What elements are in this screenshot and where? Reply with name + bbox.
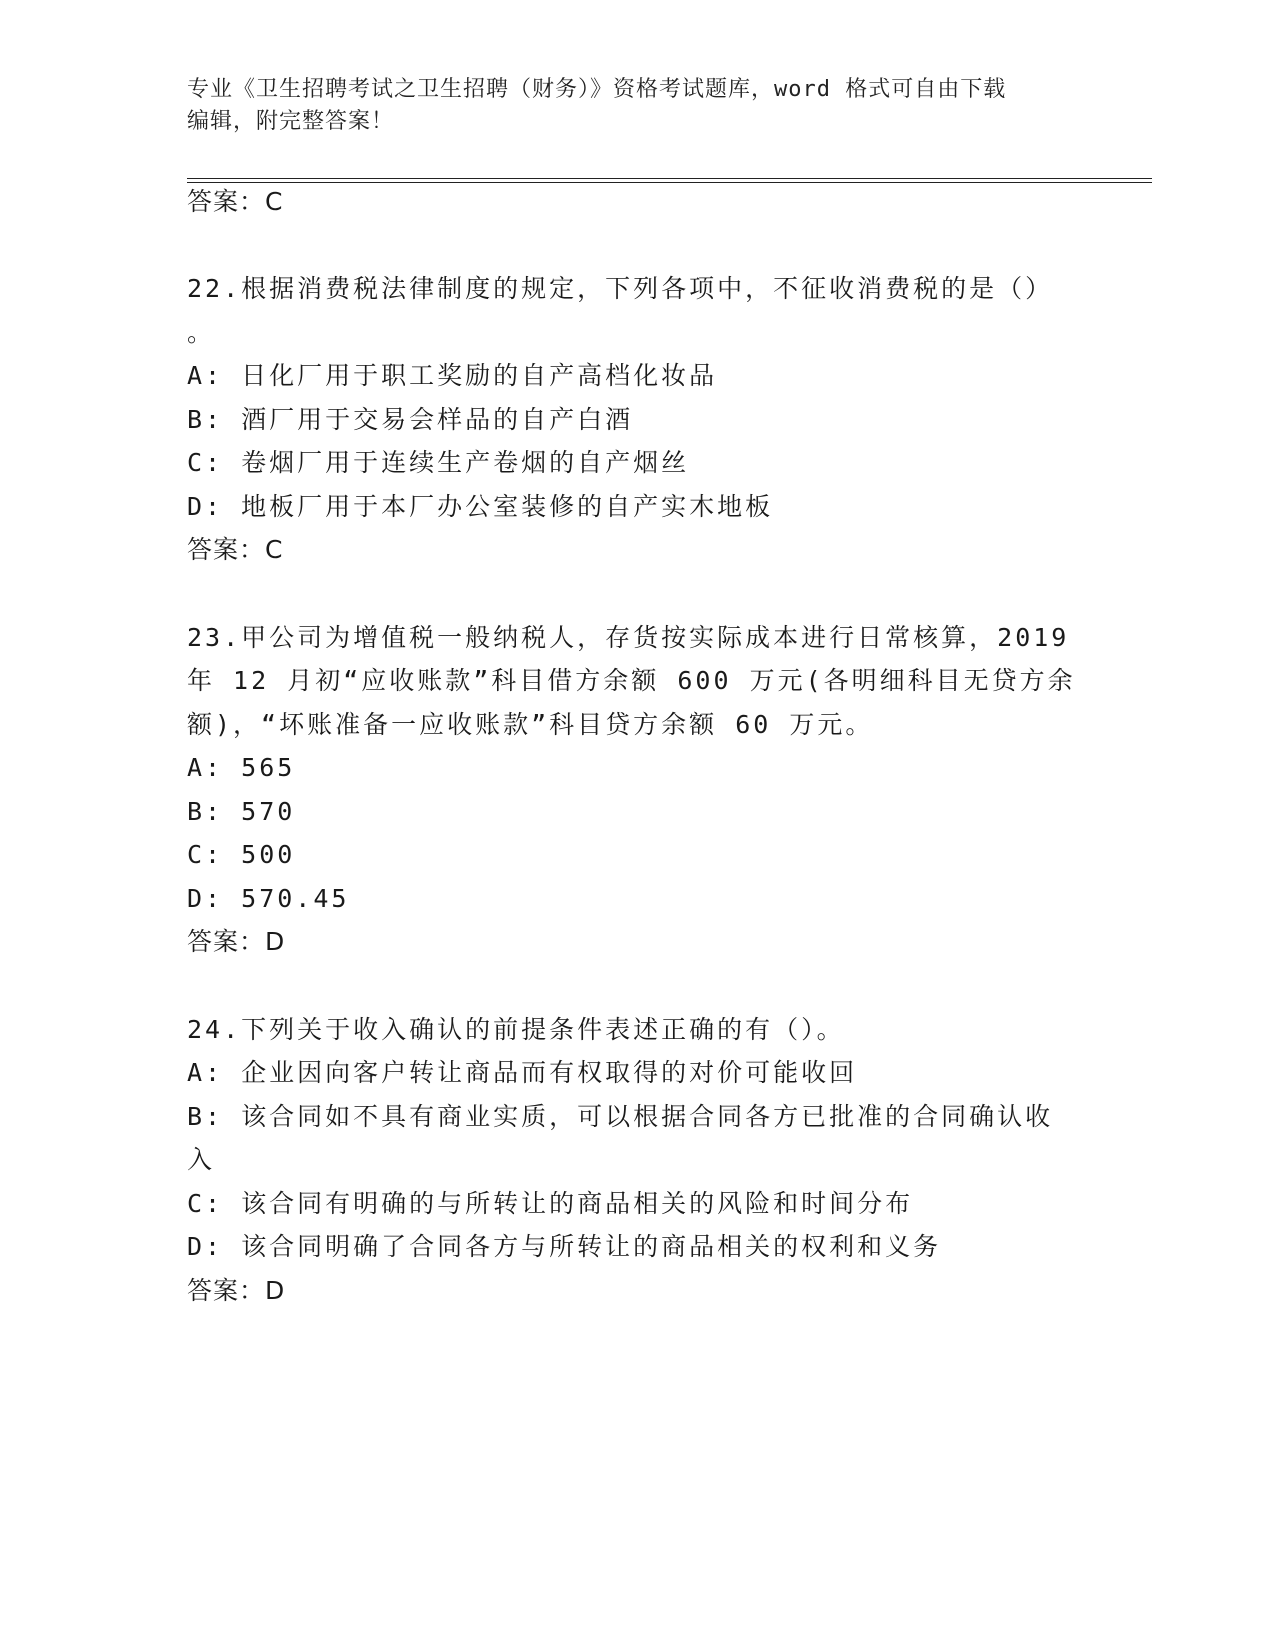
header-line-2: 编辑，附完整答案！ [187, 109, 395, 134]
question-24-option-a: A: 企业因向客户转让商品而有权取得的对价可能收回 [187, 1058, 858, 1087]
header-line-1: 专业《卫生招聘考试之卫生招聘（财务）》资格考试题库，word 格式可自由下载 [187, 77, 1007, 102]
header-divider [187, 178, 1152, 183]
question-23-stem-line-2: 年 12 月初“应收账款”科目借方余额 600 万元(各明细科目无贷方余 [187, 666, 1076, 695]
question-24-option-d: D: 该合同明确了合同各方与所转让的商品相关的权利和义务 [187, 1232, 942, 1261]
question-22-option-c: C: 卷烟厂用于连续生产卷烟的自产烟丝 [187, 448, 690, 477]
question-24-option-b: B: 该合同如不具有商业实质，可以根据合同各方已批准的合同确认收 [187, 1102, 1054, 1131]
question-24-stem-line-1: 24.下列关于收入确认的前提条件表述正确的有（）。 [187, 1015, 845, 1044]
question-24-option-b-continued: 入 [187, 1145, 216, 1174]
question-24-option-c: C: 该合同有明确的与所转让的商品相关的风险和时间分布 [187, 1189, 914, 1218]
question-23-option-c: C: 500 [187, 840, 296, 869]
question-24-answer: 答案：D [187, 1276, 286, 1305]
question-23-option-b: B: 570 [187, 797, 296, 826]
document-page [187, 0, 1152, 1650]
question-22-option-d: D: 地板厂用于本厂办公室装修的自产实木地板 [187, 492, 774, 521]
question-22-answer: 答案：C [187, 535, 284, 564]
question-22-option-b: B: 酒厂用于交易会样品的自产白酒 [187, 405, 634, 434]
question-22-stem-line-1: 22.根据消费税法律制度的规定，下列各项中，不征收消费税的是（） [187, 274, 1054, 303]
document-header [187, 74, 1087, 138]
question-23-stem-line-1: 23.甲公司为增值税一般纳税人，存货按实际成本进行日常核算，2019 [187, 623, 1070, 652]
question-23-option-d: D: 570.45 [187, 884, 350, 913]
question-23-answer: 答案：D [187, 927, 286, 956]
question-23-stem-line-3: 额)，“坏账准备一应收账款”科目贷方余额 60 万元。 [187, 710, 874, 739]
question-23-option-a: A: 565 [187, 753, 296, 782]
answer-previous: 答案：C [187, 187, 284, 216]
question-22-stem-line-2: 。 [187, 318, 216, 347]
question-22-option-a: A: 日化厂用于职工奖励的自产高档化妆品 [187, 361, 718, 390]
